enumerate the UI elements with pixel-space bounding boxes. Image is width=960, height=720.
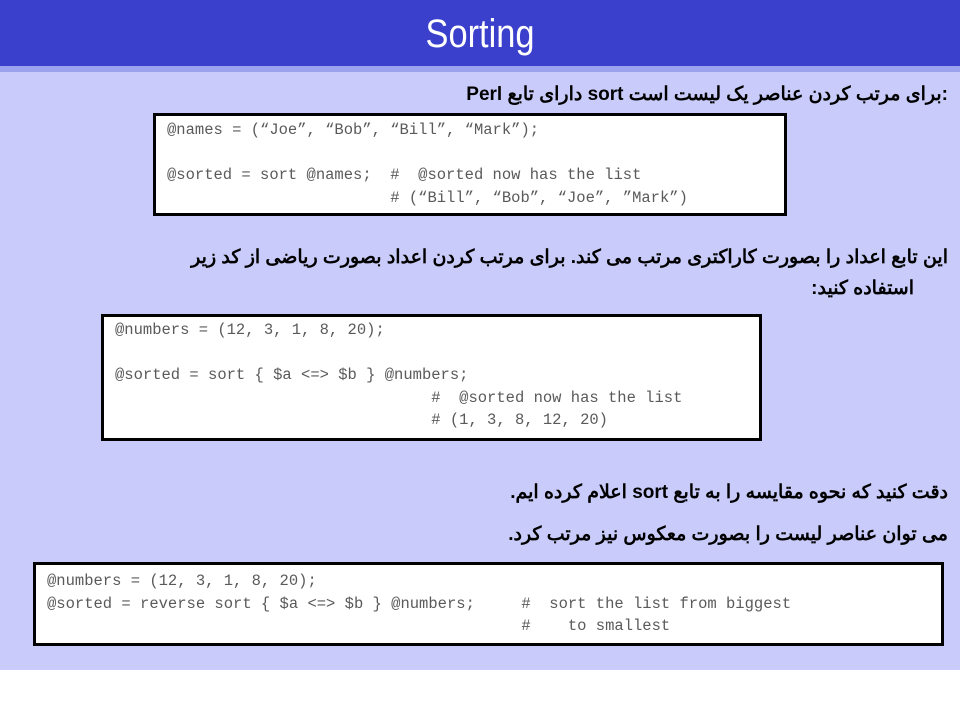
- slide-title: Sorting: [425, 12, 535, 56]
- numeric-code: @numbers = (12, 3, 1, 8, 20); @sorted = sort { $a <=> $b } @numbers; # @sorted now has the list # (1, 3, 8, 12, 20): [115, 321, 683, 429]
- numeric-code-block: [101, 314, 762, 441]
- numeric-paragraph-line1: این تابع اعداد را بصورت کاراکتری مرتب می کند. برای مرتب کردن اعداد بصورت ریاضی از کد زیر: [191, 247, 948, 268]
- reverse-paragraph: می توان عناصر لیست را بصورت معکوس نیز مرتب کرد.: [508, 524, 948, 545]
- names-code: @names = (“Joe”, “Bob”, “Bill”, “Mark”); @sorted = sort @names; # @sorted now has the list # (“Bill”, “Bob”, “Joe”, ”Mark”): [167, 121, 688, 207]
- reverse-code-block: [33, 562, 944, 646]
- slide-content: [0, 72, 960, 670]
- intro-paragraph: Perl دارای تابع sort برای مرتب کردن عناصر یک لیست است:: [466, 84, 948, 105]
- reverse-code: @numbers = (12, 3, 1, 8, 20); @sorted = reverse sort { $a <=> $b } @numbers; # sort the list from biggest # to smallest: [47, 572, 792, 635]
- note-paragraph: دقت کنید که نحوه مقایسه را به تابع sort اعلام کرده ایم.: [510, 482, 948, 503]
- title-bar: [0, 0, 960, 66]
- names-code-block: [153, 113, 787, 216]
- numeric-paragraph-line2: استفاده کنید:: [811, 278, 914, 299]
